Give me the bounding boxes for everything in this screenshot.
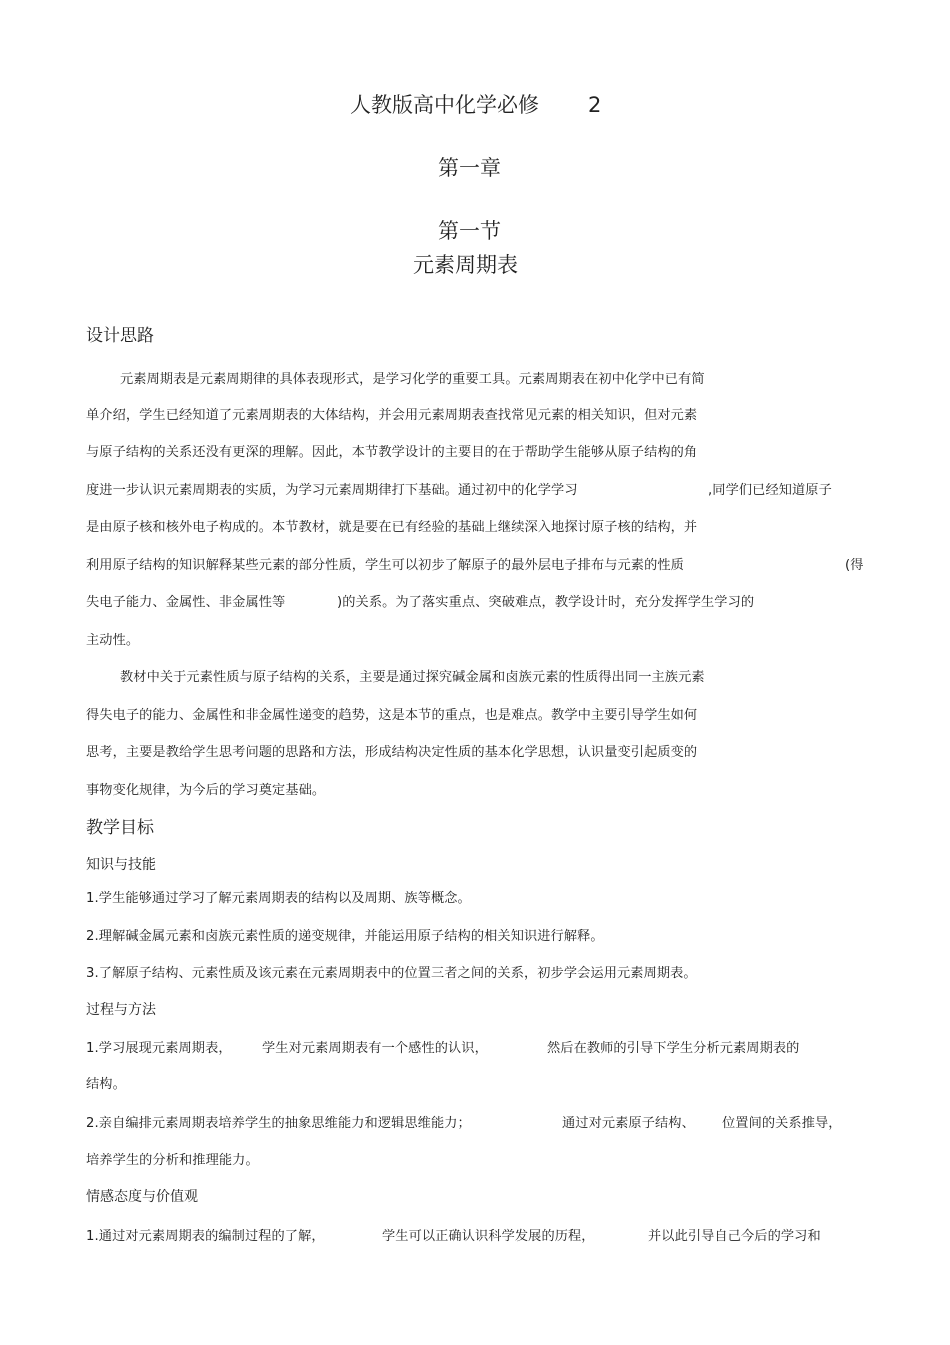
design-line: 教材中关于元素性质与原子结构的关系，主要是通过探究碱金属和卤族元素的性质得出同一主族元素 bbox=[120, 670, 705, 685]
process-item: 学生对元素周期表有一个感性的认识， bbox=[262, 1041, 488, 1056]
design-line: (得 bbox=[845, 558, 864, 573]
chapter-heading: 第一章 bbox=[438, 156, 501, 180]
attitude-item: 学生可以正确认识科学发展的历程， bbox=[382, 1229, 595, 1244]
document-title-number: 2 bbox=[588, 93, 602, 117]
heading-teaching-goals: 教学目标 bbox=[86, 818, 154, 838]
subheading-attitude-values: 情感态度与价值观 bbox=[86, 1189, 198, 1205]
document-title: 人教版高中化学必修 bbox=[350, 93, 539, 117]
design-line: 得失电子的能力、金属性和非金属性递变的趋势，这是本节的重点，也是难点。教学中主要引导学生如何 bbox=[86, 708, 698, 723]
design-line: 单介绍，学生已经知道了元素周期表的大体结构，并会用元素周期表查找常见元素的相关知识，但对元素 bbox=[86, 408, 698, 423]
process-item: 结构。 bbox=[86, 1077, 126, 1092]
design-line: 与原子结构的关系还没有更深的理解。因此，本节教学设计的主要目的在于帮助学生能够从原子结构的角 bbox=[86, 445, 698, 460]
design-line: )的关系。为了落实重点、突破难点，教学设计时，充分发挥学生学习的 bbox=[337, 595, 755, 610]
design-line: 元素周期表是元素周期律的具体表现形式，是学习化学的重要工具。元素周期表在初中化学中已有简 bbox=[120, 372, 705, 387]
process-item: 培养学生的分析和推理能力。 bbox=[86, 1153, 259, 1168]
subheading-knowledge-skills: 知识与技能 bbox=[86, 857, 156, 873]
design-line: ,同学们已经知道原子 bbox=[708, 483, 832, 498]
design-line: 度进一步认识元素周期表的实质，为学习元素周期律打下基础。通过初中的化学学习 bbox=[86, 483, 578, 498]
section-heading: 第一节 bbox=[438, 219, 501, 243]
subheading-process-methods: 过程与方法 bbox=[86, 1002, 156, 1018]
attitude-item: 并以此引导自己今后的学习和 bbox=[648, 1229, 821, 1244]
design-line: 是由原子核和核外电子构成的。本节教材，就是要在已有经验的基础上继续深入地探讨原子核的结构，并 bbox=[86, 520, 698, 535]
design-line: 事物变化规律，为今后的学习奠定基础。 bbox=[86, 783, 326, 798]
process-item: 2.亲自编排元素周期表培养学生的抽象思维能力和逻辑思维能力； bbox=[86, 1116, 471, 1131]
design-line: 主动性。 bbox=[86, 633, 140, 648]
process-item: 然后在教师的引导下学生分析元素周期表的 bbox=[547, 1041, 800, 1056]
section-title: 元素周期表 bbox=[413, 253, 518, 277]
knowledge-item: 2.理解碱金属元素和卤族元素性质的递变规律，并能运用原子结构的相关知识进行解释。 bbox=[86, 929, 604, 944]
process-item: 通过对元素原子结构、 bbox=[562, 1116, 695, 1131]
design-line: 失电子能力、金属性、非金属性等 bbox=[86, 595, 286, 610]
design-line: 利用原子结构的知识解释某些元素的部分性质，学生可以初步了解原子的最外层电子排布与元素的性质 bbox=[86, 558, 684, 573]
process-item: 1.学习展现元素周期表， bbox=[86, 1041, 232, 1056]
knowledge-item: 3.了解原子结构、元素性质及该元素在元素周期表中的位置三者之间的关系，初步学会运用元素周期表。 bbox=[86, 966, 697, 981]
process-item: 位置间的关系推导， bbox=[722, 1116, 842, 1131]
heading-design-ideas: 设计思路 bbox=[86, 326, 154, 346]
design-line: 思考，主要是教给学生思考问题的思路和方法，形成结构决定性质的基本化学思想，认识量变引起质变的 bbox=[86, 745, 698, 760]
knowledge-item: 1.学生能够通过学习了解元素周期表的结构以及周期、族等概念。 bbox=[86, 891, 471, 906]
attitude-item: 1.通过对元素周期表的编制过程的了解， bbox=[86, 1229, 325, 1244]
